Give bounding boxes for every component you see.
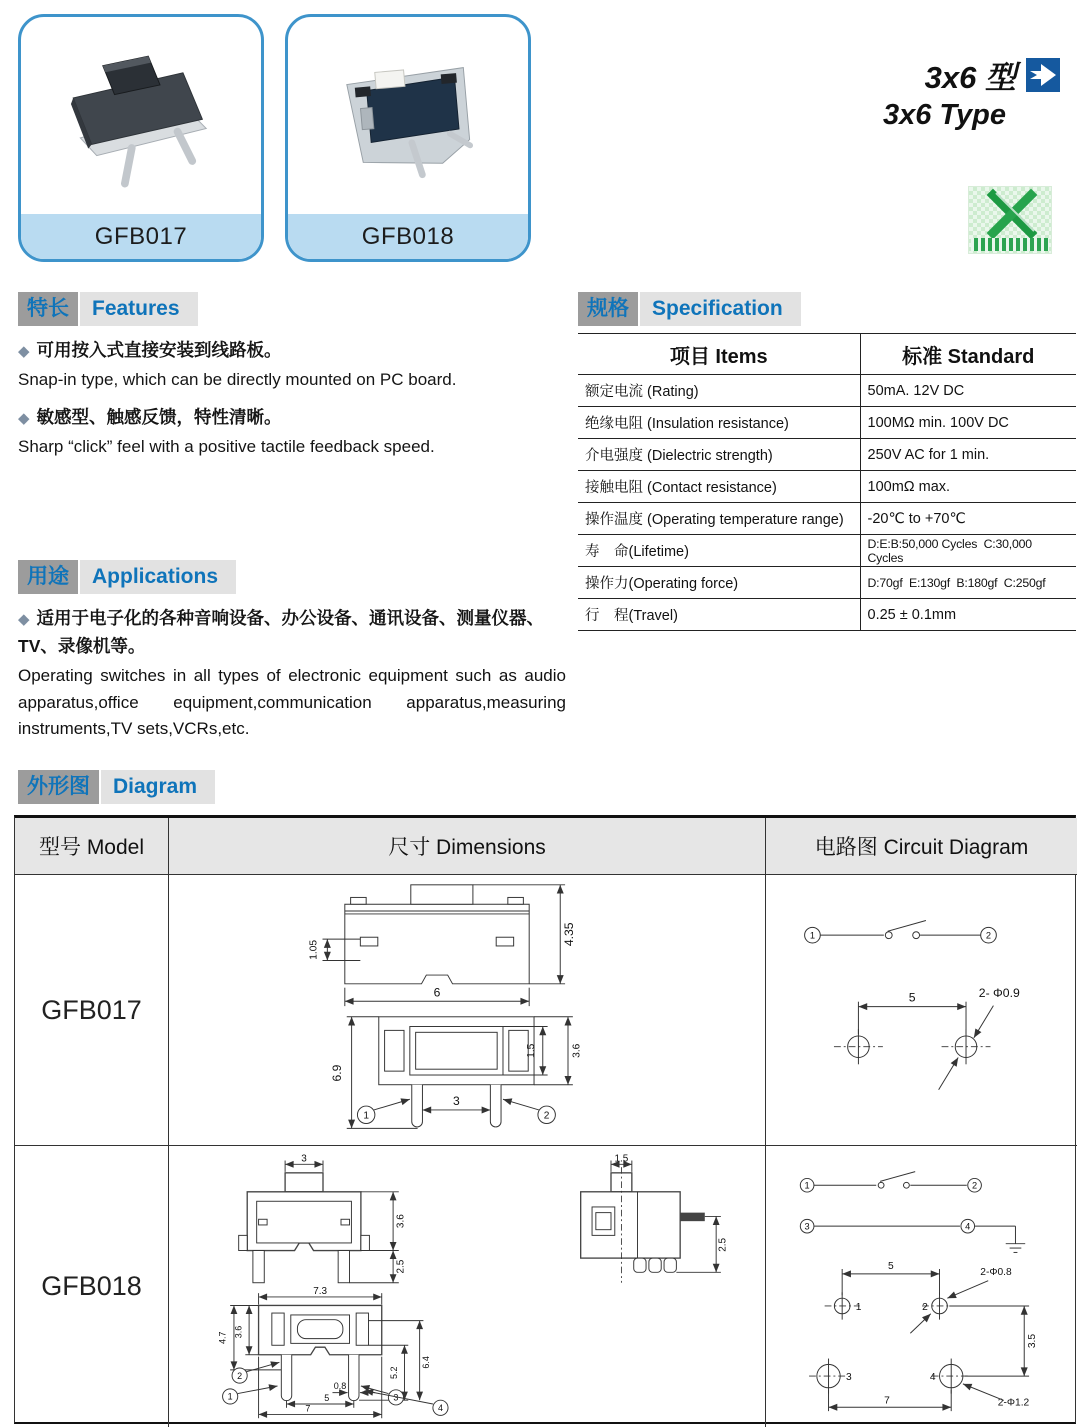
diagram-model-gfb017: GFB017	[15, 875, 169, 1146]
product-name: GFB018	[361, 222, 455, 250]
gfb018-dimension-drawing	[193, 1152, 741, 1422]
pin-number: 1	[804, 1180, 810, 1191]
spec-value: 50mA. 12V DC	[860, 375, 1076, 407]
dim-label: 3	[453, 1094, 460, 1109]
feature-text: 可用按入式直接安装到线路板。	[36, 340, 282, 360]
dim-label: 7	[305, 1403, 311, 1414]
diagram-col-circuit: 电路图 Circuit Diagram	[766, 818, 1077, 875]
feature-item-en: Snap-in type, which can be directly mounted on PC board.	[18, 370, 457, 389]
dim-label: 4.35	[561, 922, 576, 947]
dim-label: 5	[324, 1392, 330, 1403]
spec-value: 0.25 ± 0.1mm	[860, 599, 1076, 631]
dim-label: 4.7	[217, 1330, 228, 1344]
dim-label: 0.8	[333, 1380, 347, 1391]
dim-label: 2.5	[717, 1237, 729, 1252]
feature-text: 敏感型、触感反馈，特性清晰。	[36, 407, 282, 427]
spec-row	[578, 535, 1076, 567]
spec-value: -20℃ to +70℃	[860, 503, 1076, 535]
spec-item: 接触电阻 (Contact resistance)	[578, 471, 860, 503]
dim-label: 6	[433, 985, 441, 1000]
diamond-bullet-icon: ◆	[18, 410, 30, 427]
spec-value: 250V AC for 1 min.	[860, 439, 1076, 471]
dim-label: 3.6	[233, 1325, 244, 1338]
spec-row	[578, 503, 1076, 535]
dim-label: 3.6	[571, 1043, 583, 1058]
dim-label: 7	[883, 1394, 890, 1406]
hole-spec-label: 2- Φ0.9	[978, 985, 1020, 1000]
pin-number: 1	[809, 930, 815, 941]
diamond-bullet-icon: ◆	[18, 611, 30, 628]
hole-spec-label: 2-Φ1.2	[997, 1396, 1029, 1408]
specification-section	[578, 292, 1076, 631]
series-title-cn: 3x6 型	[924, 60, 1016, 95]
spec-row	[578, 471, 1076, 503]
gfb017-photo-illustration	[35, 26, 247, 206]
spec-row	[578, 407, 1076, 439]
spec-item: 寿 命(Lifetime)	[578, 535, 860, 567]
pin-number: 4	[437, 1402, 443, 1413]
dim-label: 6.9	[329, 1064, 344, 1082]
feature-item-cn	[18, 404, 566, 432]
diagram-col-model: 型号 Model	[15, 818, 169, 875]
dim-label: 5	[908, 990, 916, 1005]
diagram-section-label	[18, 770, 215, 804]
hole-number: 1	[855, 1301, 861, 1313]
spec-value: D:70gf E:130gf B:180gf C:250gf	[860, 567, 1076, 599]
feature-item-en: Sharp “click” feel with a positive tactile feedback speed.	[18, 437, 435, 456]
diagram-label-en: Diagram	[101, 770, 215, 804]
gfb018-circuit-cell	[766, 1146, 1077, 1427]
features-label-cn: 特长	[18, 292, 78, 326]
spec-row	[578, 567, 1076, 599]
applications-section	[18, 560, 566, 743]
certification-logo	[968, 186, 1052, 254]
diagram-table	[14, 815, 1076, 1424]
product-card-gfb017	[18, 14, 264, 262]
applications-text-en: Operating switches in all types of electronic equipment such as audio apparatus,office equipment,communication apparatus,measuring instruments,TV sets,VCRs,etc.	[18, 666, 566, 738]
dim-label: 1.05	[308, 939, 320, 960]
pin-number: 3	[393, 1392, 399, 1403]
pin-number: 2	[237, 1370, 243, 1381]
applications-item-cn	[18, 605, 566, 659]
logo-x-glyph	[969, 187, 1053, 240]
gfb018-dimensions-cell	[169, 1146, 766, 1427]
features-label-en: Features	[80, 292, 198, 326]
product-name: GFB017	[94, 222, 188, 250]
product-label-gfb017	[21, 214, 261, 259]
pin-number: 2	[985, 930, 991, 941]
dim-label: 1.5	[526, 1043, 538, 1058]
dim-label: 3.6	[395, 1213, 407, 1228]
product-label-gfb018	[288, 214, 528, 259]
spec-col-standard: 标准 Standard	[860, 334, 1076, 375]
series-title-en: 3x6 Type	[882, 99, 1006, 131]
logo-band	[971, 238, 1049, 251]
gfb018-photo-illustration	[302, 26, 514, 206]
hole-number: 4	[929, 1371, 936, 1383]
gfb017-dimensions-cell	[169, 875, 766, 1146]
hole-spec-label: 2-Φ0.8	[979, 1266, 1012, 1278]
spec-item: 操作力(Operating force)	[578, 567, 860, 599]
dim-label: 2.5	[395, 1259, 407, 1274]
gfb017-dimension-drawing	[227, 879, 647, 1141]
pin-number: 2	[543, 1110, 550, 1122]
specification-table	[578, 333, 1076, 631]
spec-item: 介电强度 (Dielectric strength)	[578, 439, 860, 471]
applications-label-cn: 用途	[18, 560, 78, 594]
pin-number: 1	[227, 1391, 233, 1402]
spec-row	[578, 599, 1076, 631]
gfb017-circuit-diagram	[782, 898, 1062, 1123]
diagram-model-gfb018: GFB018	[15, 1146, 169, 1427]
features-section	[18, 292, 566, 460]
hole-number: 2	[921, 1301, 928, 1313]
diagram-col-dimensions: 尺寸 Dimensions	[169, 818, 766, 875]
spec-value: 100mΩ max.	[860, 471, 1076, 503]
feature-item-cn	[18, 337, 566, 365]
dim-label: 5	[887, 1260, 894, 1272]
spec-value: 100MΩ min. 100V DC	[860, 407, 1076, 439]
product-photo-gfb018	[288, 17, 528, 214]
dim-label: 3.5	[1026, 1333, 1038, 1348]
spec-item: 额定电流 (Rating)	[578, 375, 860, 407]
pin-number: 4	[964, 1221, 970, 1232]
spec-row	[578, 375, 1076, 407]
hole-number: 3	[845, 1371, 852, 1383]
pin-number: 1	[363, 1110, 369, 1122]
gfb017-circuit-cell	[766, 875, 1077, 1146]
diagram-label-cn: 外形图	[18, 770, 99, 804]
spec-label-en: Specification	[640, 292, 801, 326]
dim-label: 5.2	[388, 1365, 399, 1379]
pin-number: 3	[804, 1221, 810, 1232]
spec-item: 绝缘电阻 (Insulation resistance)	[578, 407, 860, 439]
applications-text-cn: 适用于电子化的各种音响设备、办公设备、通讯设备、测量仪器、TV、录像机等。	[18, 608, 545, 656]
gfb018-circuit-diagram	[782, 1158, 1062, 1416]
dim-label: 7.3	[313, 1285, 328, 1297]
series-title-cn-row	[820, 52, 1060, 97]
dim-label: 6.4	[421, 1355, 432, 1369]
spec-label-cn: 规格	[578, 292, 638, 326]
diamond-bullet-icon: ◆	[18, 343, 30, 360]
product-photo-gfb017	[21, 17, 261, 214]
pin-number: 2	[971, 1180, 977, 1191]
dim-label: 3	[301, 1152, 307, 1164]
spec-item: 操作温度 (Operating temperature range)	[578, 503, 860, 535]
spec-row	[578, 439, 1076, 471]
spec-item: 行 程(Travel)	[578, 599, 860, 631]
product-card-gfb018	[285, 14, 531, 262]
dim-label: 1.5	[614, 1152, 629, 1164]
spec-value: D:E:B:50,000 Cycles C:30,000 Cycles	[860, 535, 1076, 567]
arrow-right-icon	[1026, 58, 1060, 92]
applications-label-en: Applications	[80, 560, 236, 594]
spec-col-items: 项目 Items	[578, 334, 860, 375]
